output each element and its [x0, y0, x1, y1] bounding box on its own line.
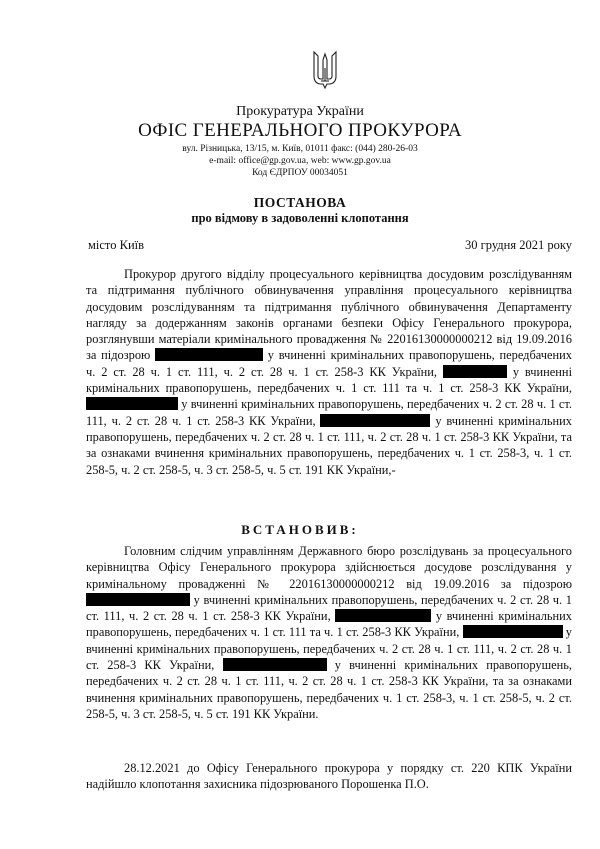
document-city: місто Київ [88, 238, 145, 252]
trident-emblem-icon [312, 50, 338, 90]
section-heading-established: ВСТАНОВИВ: [241, 522, 359, 537]
established-text-1: Головним слідчим управлінням Державного бюро розслідувань за процесуального керівництва Офісу Генерального прокурора здійснюється досудове розслідування у кримінальному провадженні № 22016130000000212 від 19.09.2016 за підозрою [86, 544, 572, 591]
established-text-2: у вчиненні кримінальних правопорушень, передбачених ч. 2 ст. 28 ч. 1 ст. 111, ч. 2 ст. 28 ч. 1 ст. 258-3 КК України, [86, 592, 572, 624]
intro-text-2: у вчиненні кримінальних правопорушень, передбачених ч. 2 ст. 28 ч. 1 ст. 111, ч. 2 ст. 28 ч. 1 ст. 258-3 КК України, [86, 348, 572, 379]
document-subtitle: про відмову в задоволенні клопотання [191, 211, 409, 225]
redaction-box [463, 625, 563, 638]
office-code: Код ЄДРПОУ 00034051 [252, 168, 348, 178]
intro-text-3: у вчиненні кримінальних правопорушень, передбачених ч. 1 ст. 111 та ч. 1 ст. 258-3 КК України, [86, 364, 573, 396]
intro-paragraph [86, 266, 572, 478]
intro-text-5: у вчиненні кримінальних правопорушень, передбачених ч. 2 ст. 28 ч. 1 ст. 111, ч. 2 ст. 28 ч. 1 ст. 258-3 КК України, та за ознаками вчинення кримінальних правопорушень, передбачених ч. 1 ст. 258-3, ч. 1 ст. 258-5, ч. 2 ст. 258-5, ч. 3 ст. 258-5, ч. 5 ст. 191 КК України,- [86, 413, 572, 477]
redaction-box [443, 365, 507, 378]
established-paragraph [86, 543, 572, 722]
redaction-box [155, 348, 263, 361]
established-text-5: у вчиненні кримінальних правопорушень, передбачених ч. 2 ст. 28 ч. 1 ст. 111, ч. 2 ст. 28 ч. 1 ст. 258-3 КК України, та за ознаками вчинення кримінальних правопорушень, передбачених ч. 1 ст. 258-3, ч. 1 ст. 258-5, ч. 2 ст. 258-5, ч. 3 ст. 258-5, ч. 5 ст. 191 КК України. [86, 658, 572, 721]
agency-name: Прокуратура України [236, 104, 364, 119]
redaction-box [223, 658, 327, 671]
intro-text-1: Прокурор другого відділу процесуального керівництва досудовим розслідуванням та підтримання публічного обвинувачення управління процесуального керівництва досудовим розслідуванням та підтримання публічного обвинувачення Департаменту нагляду за додержанням законів органами безпеки Офісу Генерального прокурора, розглянувши матеріали кримінального провадження № 22016130000000212 від 19.09.2016 за підозрою [86, 267, 572, 363]
office-contacts: e-mail: office@gp.gov.ua, web: www.gp.gov.ua [209, 156, 391, 166]
motion-paragraph: 28.12.2021 до Офісу Генерального прокурора у порядку ст. 220 КПК України надійшло клопотання захисника підозрюваного Порошенка П.О. [86, 761, 572, 792]
redaction-box [335, 609, 431, 622]
established-text-4: у вчиненні кримінальних правопорушень, передбачених ч. 2 ст. 28 ч. 1 ст. 111, ч. 2 ст. 28 ч. 1 ст. 258-3 КК України, [86, 625, 572, 673]
document-title: ПОСТАНОВА [253, 195, 347, 210]
document-date: 30 грудня 2021 року [465, 238, 572, 252]
redaction-box [320, 414, 430, 427]
office-address: вул. Різницька, 13/15, м. Київ, 01011 факс: (044) 280-26-03 [182, 144, 418, 154]
redaction-box [86, 593, 190, 606]
intro-text-4: у вчиненні кримінальних правопорушень, передбачених ч. 2 ст. 28 ч. 1 ст. 111, ч. 2 ст. 28 ч. 1 ст. 258-3 КК України, [86, 397, 572, 428]
redaction-box [86, 397, 178, 410]
established-text-3: у вчиненні кримінальних правопорушень, передбачених ч. 1 ст. 111 та ч. 1 ст. 258-3 КК України, [86, 609, 572, 640]
office-name: ОФІС ГЕНЕРАЛЬНОГО ПРОКУРОРА [138, 120, 462, 141]
